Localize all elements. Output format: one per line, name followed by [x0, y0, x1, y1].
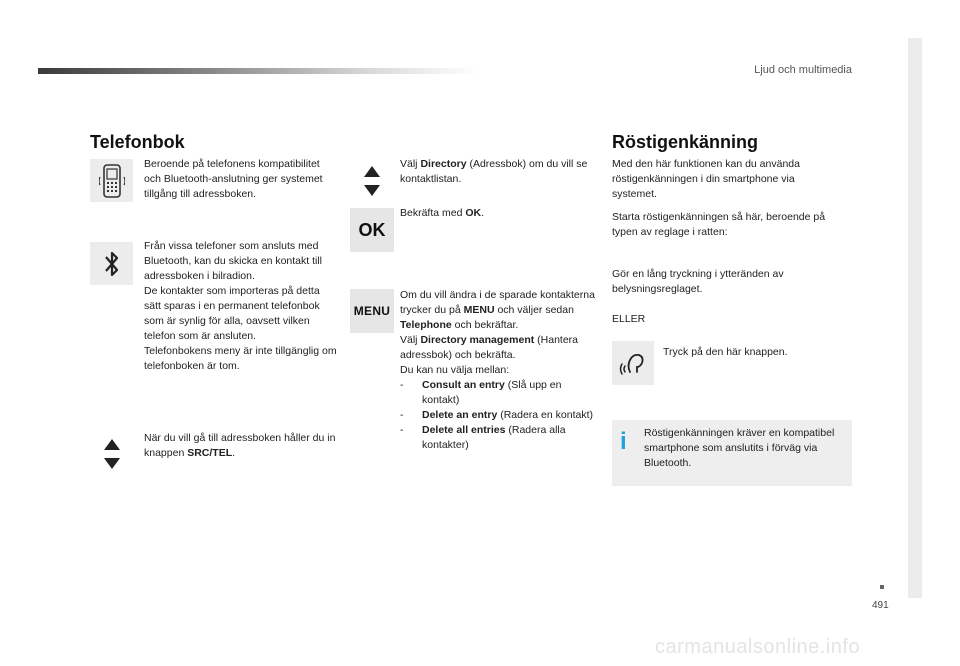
directory-key: Directory: [420, 158, 467, 170]
list-item: - Delete all entries (Radera alla kontakter): [400, 424, 566, 451]
bluetooth-text-line-2: De kontakter som importeras på detta sätt sparas i en permanent telefonbok som är synlig för alla, oavsett vilken telefon som är ansluten.: [144, 285, 320, 342]
choose-options-label: Du kan nu välja mellan:: [400, 364, 510, 376]
list-item: - Consult an entry (Slå upp en kontakt): [400, 379, 562, 406]
phone-icon: [90, 159, 133, 202]
up-down-arrows-icon: [100, 437, 124, 471]
edit-contacts-paragraph: Om du vill ändra i de sparade kontakterna trycker du på MENU och väljer sedan Telephone och bekräftar.: [400, 289, 595, 331]
press-button-text: Tryck på den här knappen.: [663, 346, 788, 358]
directory-management-key: Directory management: [420, 334, 535, 346]
list-item: - Delete an entry (Radera en kontakt): [400, 409, 593, 421]
section-title-rostigenkanning: Röstigenkänning: [612, 132, 759, 152]
src-tel-key: SRC/TEL: [187, 447, 233, 459]
bluetooth-icon: [90, 242, 133, 285]
page-number: 491: [872, 600, 889, 611]
options-list: [400, 378, 598, 453]
watermark: carmanualsonline.info: [655, 636, 861, 658]
page-marker: [880, 585, 884, 589]
up-down-arrows-icon: [360, 164, 384, 198]
select-directory-text: Välj Directory (Adressbok) om du vill se kontaktlistan.: [400, 158, 588, 185]
info-box: [612, 420, 852, 486]
telephone-key: Telephone: [400, 319, 452, 331]
edit-contacts-text: [400, 288, 598, 453]
phonebook-intro-text: Beroende på telefonens kompatibilitet och Bluetooth-anslutning ger systemet tillgång till adressboken.: [144, 158, 323, 200]
menu-key: MENU: [463, 304, 495, 316]
menu-button-icon: MENU: [350, 289, 394, 333]
confirm-ok-text: Bekräfta med OK.: [400, 207, 485, 219]
or-text: ELLER: [612, 313, 646, 325]
ok-key: OK: [465, 207, 482, 219]
header-section-title: Ljud och multimedia: [754, 64, 852, 76]
side-strip: [908, 38, 922, 598]
info-icon: i: [620, 428, 627, 455]
voice-intro-text: Med den här funktionen kan du använda röstigenkänningen i din smartphone via systemet.: [612, 158, 800, 200]
voice-command-icon: [612, 341, 654, 385]
voice-start-text: Starta röstigenkänningen så här, beroende på typen av reglage i ratten:: [612, 211, 826, 238]
ok-button-icon: OK: [350, 208, 394, 252]
bluetooth-text-line-3: Telefonbokens meny är inte tillgänglig om telefonboken är tom.: [144, 345, 337, 372]
info-text: Röstigenkänningen kräver en kompatibel smartphone som anslutits i förväg via Bluetooth.: [644, 427, 835, 469]
long-press-text: Gör en lång tryckning i ytteränden av belysningsreglaget.: [612, 268, 784, 295]
bluetooth-contacts-text: [144, 239, 338, 374]
bluetooth-text-line-1: Från vissa telefoner som ansluts med Bluetooth, kan du skicka en kontakt till adressboken i bilradion.: [144, 240, 323, 282]
header-gradient-bar: [38, 68, 478, 74]
section-title-telefonbok: Telefonbok: [90, 132, 185, 152]
src-tel-text: När du vill gå till adressboken håller du in knappen SRC/TEL.: [144, 432, 336, 459]
directory-management-paragraph: Välj Directory management (Hantera adressbok) och bekräfta.: [400, 334, 579, 361]
